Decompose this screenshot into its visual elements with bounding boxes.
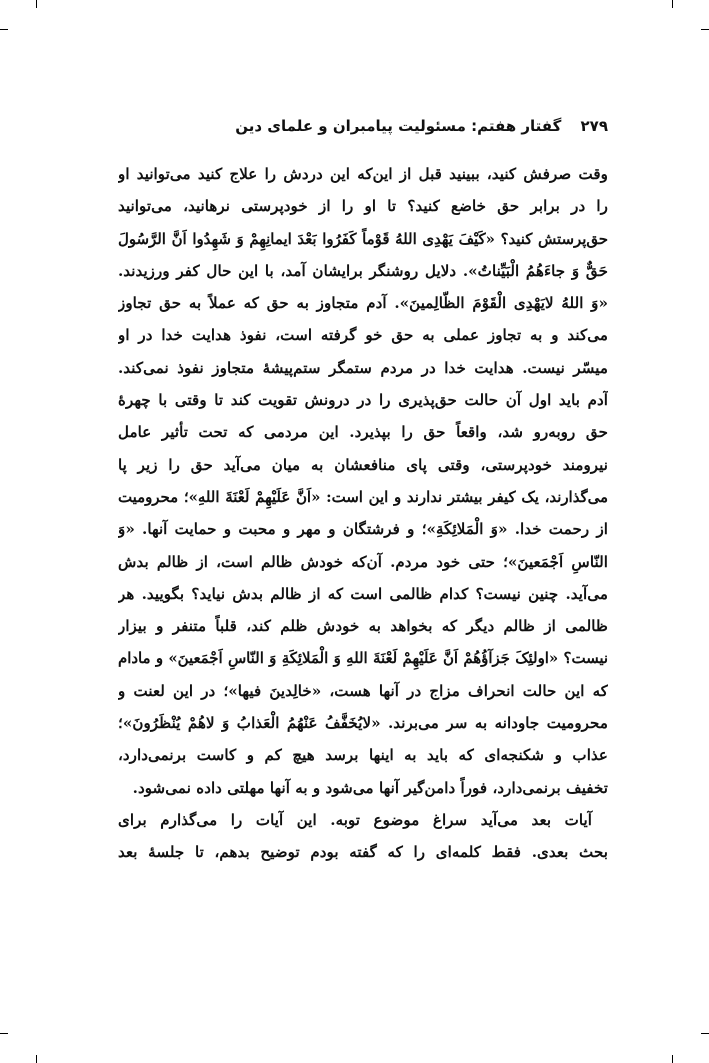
text-line: آدم باید اول آن حالت حق‌پذیری را در درونش تقویت کند تا وقتی با چهرهٔ xyxy=(118,391,608,410)
page-number: ۲۷۹ xyxy=(580,117,608,135)
text-line: که این حالت انحراف مزاج در آنها هست، «خالِدینَ فیها»؛ در این لعنت و xyxy=(118,681,608,700)
text-line: از رحمت خدا. «وَ الْمَلائِکَةِ»؛ و فرشتگان و مهر و محبت و حمایت آنها. «وَ xyxy=(118,520,608,539)
chapter-title: گفتار هفتم: مسئولیت پیامبران و علمای دین xyxy=(235,117,562,135)
text-line: تخفیف برنمی‌دارد، فوراً دامن‌گیر آنها می‌شود و به آنها مهلتی داده نمی‌شود. xyxy=(132,778,608,797)
crop-mark-top-right-horizontal xyxy=(701,29,709,30)
text-line: ظالمی از ظالم دیگر که بخواهد به خودش ظلم کند، قلباً متنفر و بیزار xyxy=(118,617,608,636)
book-page xyxy=(118,0,608,1063)
text-line: نیرومند خودپرستی، وقتی پای منافعشان به میان می‌آید حق را زیر پا xyxy=(118,455,608,474)
text-line: میسّر نیست. هدایت خدا در مردم ستمگر ستم‌پیشهٔ متجاوز نفوذ نمی‌کند. xyxy=(118,358,608,377)
text-line: وقت صرفش کنید، ببینید قبل از این‌که این دردش را علاج کنید می‌توانید او xyxy=(118,165,608,183)
body-text xyxy=(118,158,608,869)
text-line: عذاب و شکنجه‌ای که باید به اینها برسد هیچ کم و کاست برنمی‌دارد، xyxy=(118,746,608,765)
text-line: بحث بعدی. فقط کلمه‌ای را که گفته بودم توضیح بدهم، تا جلسهٔ بعد xyxy=(118,843,608,862)
text-line: می‌گذارند، یک کیفر بیشتر ندارند و این است: «اَنَّ عَلَیْهِمْ لَعْنَةَ اللهِ»؛ محرومیت xyxy=(118,487,608,506)
crop-mark-bottom-left-horizontal xyxy=(0,1033,8,1034)
text-line: حَقٌّ وَ جاءَهُمُ الْبَیِّناتُ». دلایل روشنگر برایشان آمد، با این حال کفر ورزیدند. xyxy=(118,261,608,280)
crop-mark-top-left-vertical xyxy=(36,0,37,8)
text-line: آیات بعد می‌آید سراغ موضوع توبه. این آیات را می‌گذارم برای xyxy=(118,810,592,829)
crop-mark-top-right-vertical xyxy=(672,0,673,8)
crop-mark-top-left-horizontal xyxy=(0,29,8,30)
text-line: می‌آید. چنین نیست؟ کدام ظالمی است که از ظالم بدش نیاید؟ بگویید. هر xyxy=(118,584,608,603)
text-line: حق‌پرستش کنید؟ «کَیْفَ یَهْدِی اللهُ قَوْماً کَفَرُوا بَعْدَ ایمانِهِمْ وَ شَهِدُوا اَنَّ الرَّسُولَ xyxy=(118,229,608,248)
crop-mark-bottom-right-vertical xyxy=(672,1055,673,1063)
text-line: حق روبه‌رو شد، واقعاً حق را بپذیرد. این مردمی که تحت تأثیر عامل xyxy=(118,423,608,442)
crop-mark-bottom-left-vertical xyxy=(36,1055,37,1063)
text-line: می‌کند و به تجاوز عملی به حق خو گرفته است، نفوذ هدایت خدا در او xyxy=(118,326,608,345)
running-header xyxy=(118,117,608,135)
crop-mark-bottom-right-horizontal xyxy=(701,1033,709,1034)
text-line: را در برابر حق خاضع کنید؟ تا او را از خودپرستی نرهانید، می‌توانید xyxy=(118,197,608,216)
text-line: نیست؟ «اولئِکَ جَزآؤُهُمْ اَنَّ عَلَیْهِمْ لَعْنَةَ اللهِ وَ الْمَلائِکَةِ وَ النّاسِ اَجْمَعینَ» و مادام xyxy=(118,649,608,668)
text-line: النّاسِ اَجْمَعینَ»؛ حتی خود مردم. آن‌که خودش ظالم است، از ظالم بدش xyxy=(118,552,608,571)
text-line: محرومیت جاودانه به سر می‌برند. «لایُخَفَّفُ عَنْهُمُ الْعَذابُ وَ لاهُمْ یُنْظَرُونَ»؛ xyxy=(118,714,608,733)
text-line: «وَ اللهُ لایَهْدِی الْقَوْمَ الظّالِمینَ». آدم متجاوز به حق که عملاً به حق تجاوز xyxy=(118,294,608,313)
